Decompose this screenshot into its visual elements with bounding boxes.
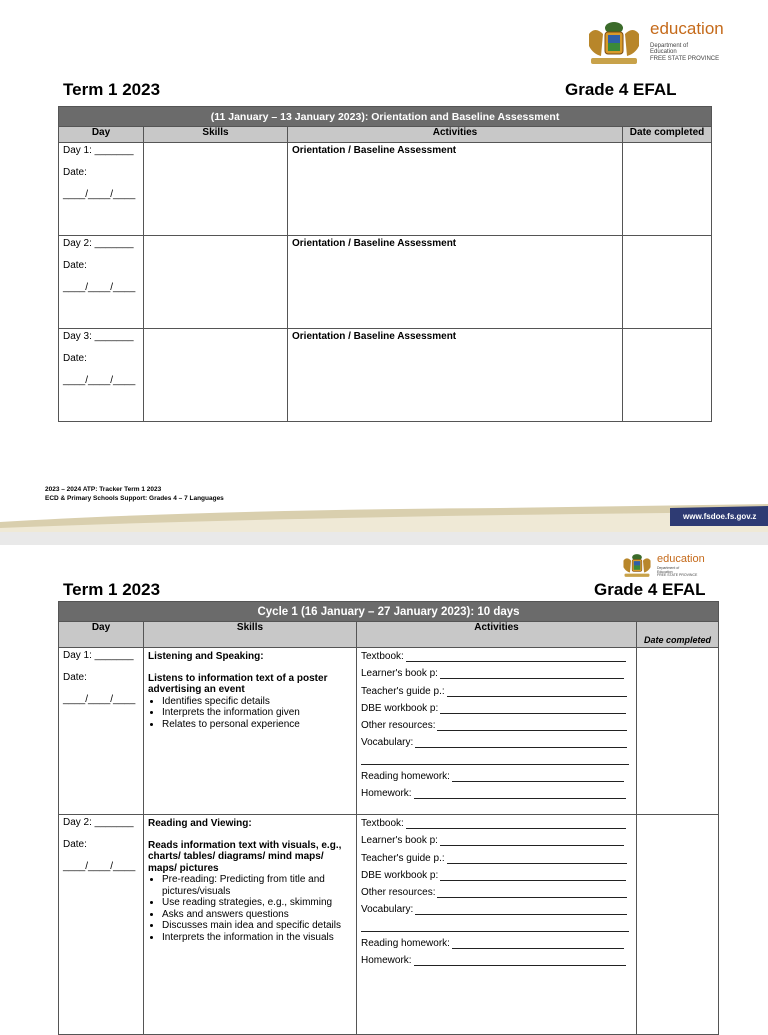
activity-label: Homework: bbox=[361, 788, 412, 800]
date-completed-cell bbox=[623, 329, 712, 422]
activity-label: Homework: bbox=[361, 955, 412, 967]
day-label: Day 2: _______ bbox=[63, 817, 134, 828]
activity-label: Textbook: bbox=[361, 818, 404, 829]
activity-text: Orientation / Baseline Assessment bbox=[288, 236, 623, 329]
day-label: Day 1: _______ bbox=[63, 145, 134, 156]
tracker-table bbox=[58, 601, 719, 1035]
page-gap bbox=[0, 532, 768, 545]
day-label: Day 2: _______ bbox=[63, 238, 134, 249]
skill-bullets bbox=[148, 874, 352, 943]
header-date-completed: Date completed bbox=[637, 622, 719, 648]
activity-label: Learner's book p: bbox=[361, 668, 438, 680]
header-day: Day bbox=[59, 622, 144, 648]
term-title: Term 1 2023 bbox=[63, 580, 161, 599]
date-label: Date: bbox=[63, 839, 87, 850]
education-logo bbox=[620, 553, 705, 579]
website-url: www.fsdoe.fs.gov.z bbox=[683, 512, 757, 521]
skills-cell bbox=[144, 236, 288, 329]
activity-label: Textbook: bbox=[361, 651, 404, 662]
coat-of-arms-icon bbox=[620, 553, 654, 579]
term-title: Term 1 2023 bbox=[63, 80, 161, 99]
skill-bullet: • Use reading strategies, e.g., skimming bbox=[162, 897, 352, 909]
vocabulary-blank-line bbox=[361, 755, 629, 765]
period-band: (11 January – 13 January 2023): Orientation and Baseline Assessment bbox=[59, 107, 712, 127]
date-blank: ____/____/____ bbox=[63, 282, 136, 293]
vocabulary-blank-line bbox=[361, 922, 629, 932]
skill-subheading: Reads information text with visuals, e.g., charts/ tables/ diagrams/ mind maps/ maps/ pictures bbox=[148, 839, 342, 874]
activity-label: Teacher's guide p.: bbox=[361, 685, 445, 697]
grade-title: Grade 4 EFAL bbox=[565, 80, 677, 99]
date-label: Date: bbox=[63, 672, 87, 683]
activity-label: Vocabulary: bbox=[361, 904, 414, 916]
date-completed-cell bbox=[637, 648, 719, 815]
skill-bullet: • Identifies specific details bbox=[162, 696, 352, 708]
table-row bbox=[59, 236, 712, 329]
page-2 bbox=[0, 545, 768, 1024]
coat-of-arms-icon bbox=[583, 20, 645, 68]
activity-label: Teacher's guide p.: bbox=[361, 852, 445, 864]
logo-line: Department of bbox=[650, 43, 689, 49]
skill-bullet: • Pre-reading: Predicting from title and pictures/visuals bbox=[162, 874, 352, 897]
skill-heading: Reading and Viewing: bbox=[148, 818, 252, 829]
activity-label: Other resources: bbox=[361, 887, 436, 899]
tracker-table bbox=[58, 106, 712, 422]
header-skills: Skills bbox=[144, 622, 357, 648]
activities-cell bbox=[357, 815, 637, 1035]
date-blank: ____/____/____ bbox=[63, 189, 136, 200]
date-completed-cell bbox=[637, 815, 719, 1035]
activity-label: Learner's book p: bbox=[361, 835, 438, 847]
skills-cell bbox=[144, 143, 288, 236]
grade-title: Grade 4 EFAL bbox=[594, 580, 706, 599]
date-label: Date: bbox=[63, 167, 87, 178]
date-label: Date: bbox=[63, 260, 87, 271]
footer-swoosh bbox=[0, 502, 768, 532]
logo-brand: education bbox=[650, 19, 724, 38]
date-blank: ____/____/____ bbox=[63, 861, 136, 872]
skill-bullet: • Relates to personal experience bbox=[162, 719, 352, 731]
table-row bbox=[59, 329, 712, 422]
date-blank: ____/____/____ bbox=[63, 694, 136, 705]
logo-line: FREE STATE PROVINCE bbox=[650, 55, 720, 62]
activity-label: Reading homework: bbox=[361, 771, 450, 783]
activity-label: DBE workbook p: bbox=[361, 702, 439, 714]
skill-bullet: • Asks and answers questions bbox=[162, 909, 352, 921]
table-row bbox=[59, 143, 712, 236]
header-day: Day bbox=[59, 127, 144, 143]
skill-bullets bbox=[148, 696, 352, 731]
period-band: Cycle 1 (16 January – 27 January 2023): 10 days bbox=[59, 602, 719, 622]
table-row bbox=[59, 648, 719, 815]
footer-line: 2023 – 2024 ATP: Tracker Term 1 2023 bbox=[45, 486, 162, 493]
activities-cell bbox=[357, 648, 637, 815]
logo-brand: education bbox=[657, 553, 705, 565]
logo-line: Education bbox=[657, 569, 673, 574]
activity-label: Other resources: bbox=[361, 720, 436, 732]
date-blank: ____/____/____ bbox=[63, 375, 136, 386]
day-label: Day 1: _______ bbox=[63, 650, 134, 661]
header-activities: Activities bbox=[288, 127, 623, 143]
skill-bullet: • Discusses main idea and specific details bbox=[162, 920, 352, 932]
skills-cell bbox=[144, 329, 288, 422]
footer bbox=[45, 485, 224, 503]
skill-heading: Listening and Speaking: bbox=[148, 651, 264, 662]
activity-label: Reading homework: bbox=[361, 938, 450, 950]
skills-cell bbox=[144, 815, 357, 1035]
education-logo bbox=[583, 20, 724, 68]
logo-line: Education bbox=[650, 49, 677, 56]
footer-line: ECD & Primary Schools Support: Grades 4 – 7 Languages bbox=[45, 495, 224, 502]
activity-text: Orientation / Baseline Assessment bbox=[288, 143, 623, 236]
skill-subheading: Listens to information text of a poster advertising an event bbox=[148, 672, 328, 695]
date-completed-cell bbox=[623, 143, 712, 236]
activity-text: Orientation / Baseline Assessment bbox=[288, 329, 623, 422]
activity-label: Vocabulary: bbox=[361, 737, 414, 749]
activity-label: DBE workbook p: bbox=[361, 869, 439, 881]
header-activities: Activities bbox=[357, 622, 637, 648]
table-row bbox=[59, 815, 719, 1035]
day-label: Day 3: _______ bbox=[63, 331, 134, 342]
header-date-completed: Date completed bbox=[623, 127, 712, 143]
skill-bullet: • Interprets the information in the visuals bbox=[162, 932, 352, 944]
skills-cell bbox=[144, 648, 357, 815]
header-skills: Skills bbox=[144, 127, 288, 143]
logo-line: Department of bbox=[657, 566, 680, 570]
date-completed-cell bbox=[623, 236, 712, 329]
logo-line: FREE STATE PROVINCE bbox=[657, 573, 698, 578]
date-label: Date: bbox=[63, 353, 87, 364]
skill-bullet: • Interprets the information given bbox=[162, 707, 352, 719]
